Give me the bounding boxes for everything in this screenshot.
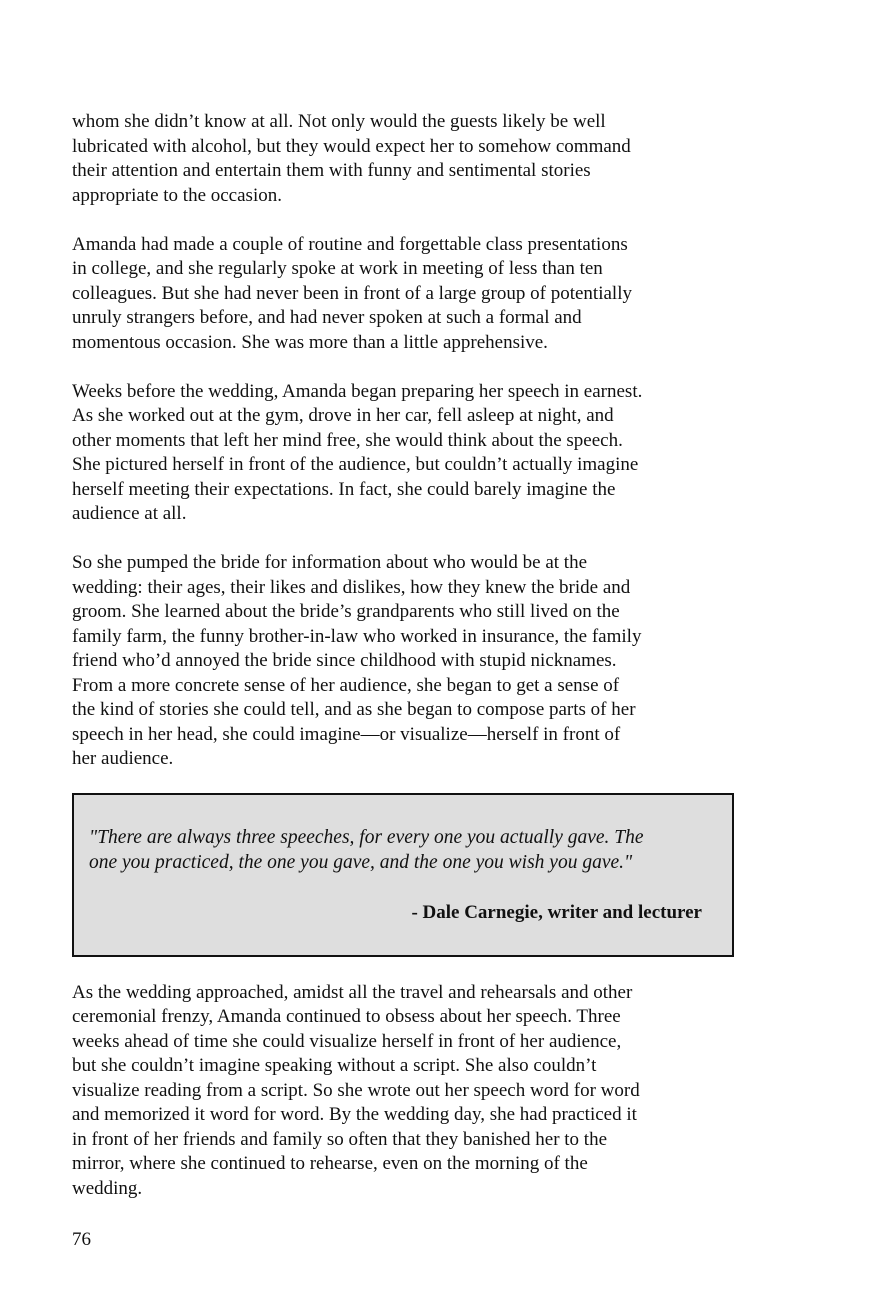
paragraph-gap [72, 527, 752, 552]
paragraph-3: Weeks before the wedding, Amanda began preparing her speech in earnest. As she worked out at the gym, drove in her car, fell asleep at night, and other moments that left her mind free, she would think about the speech. She pictured herself in front of the audience, but couldn’t actually imagine herself meeting their expectations. In fact, she could barely imagine the audience at all. [72, 380, 643, 524]
paragraph-4: So she pumped the bride for information about who would be at the wedding: their ages, their likes and dislikes, how they knew the bride and groom. She learned about the bride’s grandparents who still lived on the family farm, the funny brother-in-law who worked in insurance, the family friend who’d annoyed the bride since childhood with stupid nicknames. From a more concrete sense of her audience, she began to get a sense of the kind of stories she could tell, and as she began to compose parts of her speech in her head, she could imagine—or visualize—herself in front of her audience. [72, 552, 642, 769]
paragraph-gap [72, 208, 752, 233]
quote-attribution: - Dale Carnegie, writer and lecturer [411, 901, 702, 923]
paragraph-gap [72, 355, 752, 380]
page-number: 76 [72, 1229, 91, 1250]
quote-text: "There are always three speeches, for every one you actually gave. The one you practiced, the one you gave, and the one you wish you gave." [89, 826, 644, 873]
quote-box [72, 793, 734, 957]
page-body [72, 110, 752, 1201]
paragraph-2: Amanda had made a couple of routine and forgettable class presentations in college, and she regularly spoke at work in meeting of less than ten colleagues. But she had never been in front of a large group of potentially unruly strangers before, and had never spoken at such a formal and momentous occasion. She was more than a little apprehensive. [72, 233, 632, 353]
paragraph-5: As the wedding approached, amidst all the travel and rehearsals and other ceremonial frenzy, Amanda continued to obsess about her speech. Three weeks ahead of time she could visualize herself in front of her audience, but she couldn’t imagine speaking without a script. She also couldn’t visualize reading from a script. So she wrote out her speech word for word and memorized it word for word. By the wedding day, she had practiced it in front of her friends and family so often that they banished her to the mirror, where she continued to rehearse, even on the morning of the wedding. [72, 981, 640, 1199]
paragraph-1: whom she didn’t know at all. Not only would the guests likely be well lubricated with alcohol, but they would expect her to somehow command their attention and entertain them with funny and sentimental stories appropriate to the occasion. [72, 111, 631, 206]
